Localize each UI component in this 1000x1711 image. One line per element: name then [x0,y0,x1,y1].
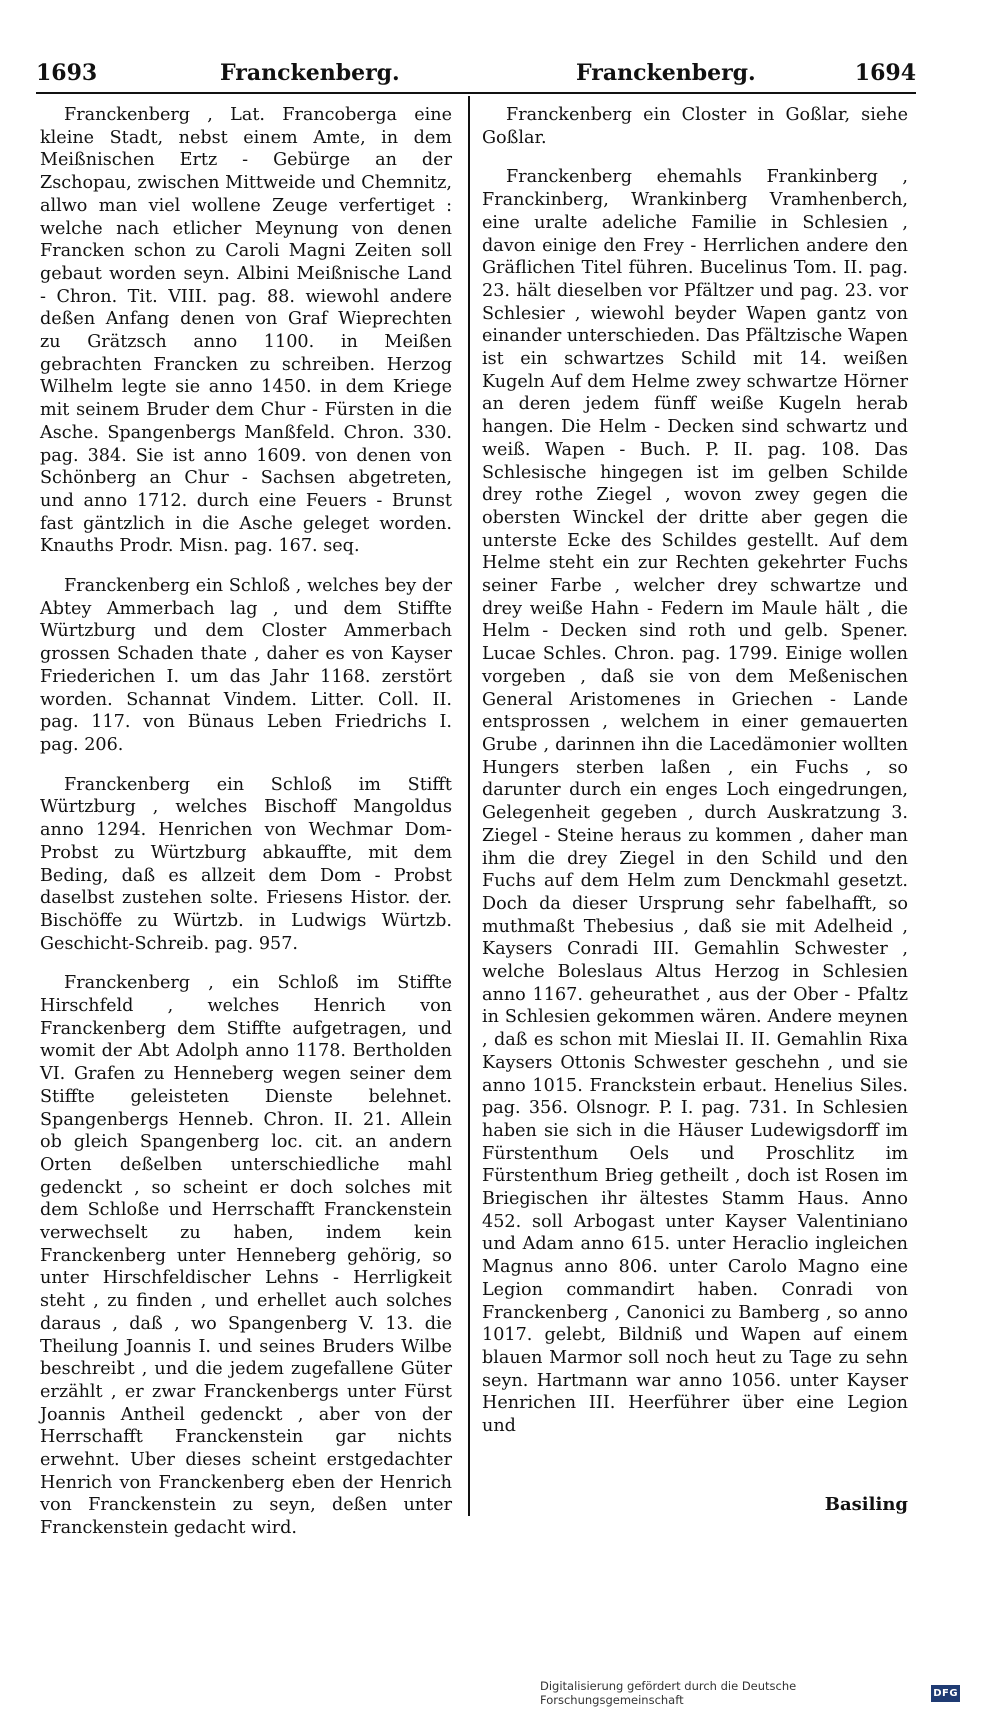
page-header [36,60,916,92]
header-rule [36,92,916,94]
entry-familie: Franckenberg ehemahls Frankinberg , Franckinberg, Wrankinberg Vramhenberch, eine uralte adeliche Familie in Schlesien , davon einige den Frey - Herrlichen andere den Gräflichen Titel führen. Bucelinus Tom. II. pag. 23. hält dieselben vor Pfältzer und pag. 23. vor Schlesier , wiewohl beyder Wapen gantz von einander unterschieden. Das Pfältzische Wapen ist ein schwartzes Schild mit 14. weißen Kugeln Auf dem Helme zwey schwartze Hörner an deren jedem fünff weiße Kugeln herab hangen. Die Helm - Decken sind schwartz und weiß. Wapen - Buch. P. II. pag. 108. Das Schlesische hingegen ist im gelben Schilde drey rothe Ziegel , wovon zwey gegen die obersten Winckel der dritte aber gegen die unterste Ecke des Schildes gestellt. Auf dem Helme steht ein zur Rechten gekehrter Fuchs seiner Farbe , welcher drey schwartze und drey weiße Hahn - Federn im Maule hält , die Helm - Decken sind roth und gelb. Spener. Lucae Schles. Chron. pag. 1799. Einige wollen vorgeben , daß sie von dem Meßenischen General Aristomenes in Griechen - Lande entsprossen , welchem in einer gemauerten Grube , darinnen ihn die Lacedämonier wollten Hungers sterben laßen , ein Fuchs , so darunter durch ein enges Loch eingedrungen, Gelegenheit gegeben , durch Auskratzung 3. Ziegel - Steine heraus zu kommen , daher man ihm die drey Ziegel in den Schild und den Fuchs auf dem Helm zum Denckmahl gesetzt. Doch da dieser Ursprung sehr fabelhafft, so muthmaßt Thebesius , daß sie mit Adelheid , Kaysers Conradi III. Gemahlin Schwester , welche Boleslaus Altus Herzog in Schlesien anno 1167. geheurathet , aus der Ober - Pfaltz in Schlesien gekommen wären. Andere meynen , daß es schon mit Mieslai II. II. Gemahlin Rixa Kaysers Ottonis Schwester geschehn , und sie anno 1015. Franckstein erbaut. Henelius Siles. pag. 356. Olsnogr. P. I. pag. 731. In Schlesien haben sie sich in die Häuser Ludewigsdorff im Fürstenthum Oels und Proschlitz im Fürstenthum Brieg getheilt , doch ist Rosen im Briegischen ihr ältestes Stamm Haus. Anno 452. soll Arbogast unter Kayser Valentiniano und Adam anno 615. unter Heraclio ingleichen Magnus anno 806. unter Carolo Magno eine Legion commandirt haben. Conradi von Franckenberg , Canonici zu Bamberg , so anno 1017. gelebt, Bildniß und Wapen auf einem blauen Marmor soll noch heut zu Tage zu sehn seyn. Hartmann war anno 1056. unter Kayser Henrichen III. Heerführer über eine Legion und [482,167,908,1437]
running-title-left: Franckenberg. [220,60,400,86]
footer-text: Digitalisierung gefördert durch die Deutsche Forschungsgemeinschaft [540,1679,797,1707]
page-number-left: 1693 [36,60,98,86]
entry-schloss-ammerbach: Franckenberg ein Schloß , welches bey der Abtey Ammerbach lag , und dem Stiffte Würtzburg und dem Closter Ammerbach grossen Schaden thate , daher es von Kayser Friederichen I. um das Jahr 1168. zerstört worden. Schannat Vindem. Litter. Coll. II. pag. 117. von Bünaus Leben Friedrichs I. pag. 206. [40,576,452,755]
running-title-right: Franckenberg. [576,60,756,86]
digitization-footer [540,1681,960,1705]
dfg-logo-icon: DFG [931,1685,960,1702]
entry-closter-gosslar: Franckenberg ein Closter in Goßlar, siehe Goßlar. [482,105,908,148]
left-column [40,104,452,1557]
catchword: Basiling [824,1494,908,1515]
column-divider [468,96,470,1516]
right-column [482,104,908,1455]
entry-stadt: Franckenberg , Lat. Francoberga eine kleine Stadt, nebst einem Amte, in dem Meißnischen Ertz - Gebürge an der Zschopau, zwischen Mittweide und Chemnitz, allwo man viel wollene Zeuge verfertiget : welche nach etlicher Meynung von denen Francken schon zu Caroli Magni Zeiten soll gebaut worden seyn. Albini Meißnische Land - Chron. Tit. VIII. pag. 88. wiewohl andere deßen Anfang denen von Graf Wieprechten zu Grätzsch anno 1100. in Meißen gebrachten Francken zu schreiben. Herzog Wilhelm legte sie anno 1450. in dem Kriege mit seinem Bruder dem Chur - Fürsten in die Asche. Spangenbergs Manßfeld. Chron. 330. pag. 384. Sie ist anno 1609. von denen von Schönberg an Chur - Sachsen abgetreten, und anno 1712. durch eine Feuers - Brunst fast gäntzlich in die Asche geleget worden. Knauths Prodr. Misn. pag. 167. seq. [40,105,452,557]
entry-schloss-wuertzburg: Franckenberg ein Schloß im Stifft Würtzburg , welches Bischoff Mangoldus anno 1294. Henrichen von Wechmar Dom-Probst zu Würtzburg abkauffte, mit dem Beding, daß es allzeit dem Dom - Probst daselbst zustehen solte. Friesens Histor. der. Bischöffe zu Würtzb. in Ludwigs Würtzb. Geschicht-Schreib. pag. 957. [40,774,452,954]
entry-schloss-hirschfeld: Franckenberg , ein Schloß im Stiffte Hirschfeld , welches Henrich von Franckenberg dem Stiffte aufgetragen, und womit der Abt Adolph anno 1178. Bertholden VI. Grafen zu Henneberg wegen seiner dem Stiffte geleisteten Dienste belehnet. Spangenbergs Henneb. Chron. II. 21. Allein ob gleich Spangenberg loc. cit. an andern Orten deßelben unterschiedliche mahl gedenckt , so scheint er doch solches mit dem Schloße und Herrschafft Franckenstein verwechselt zu haben, indem kein Franckenberg unter Henneberg gehörig, so unter Hirschfeldischer Lehns - Herrligkeit steht , zu finden , und erhellet auch solches daraus , daß , wo Spangenberg V. 13. die Theilung Joannis I. und seines Bruders Wilbe beschreibt , und die jedem zugefallene Güter erzählt , er zwar Franckenbergs unter Fürst Joannis Antheil gedenckt , aber von der Herrschafft Franckenstein gar nichts erwehnt. Uber dieses scheint erstgedachter Henrich von Franckenberg eben der Henrich von Franckenstein zu seyn, deßen unter Franckenstein gedacht wird. [40,973,452,1539]
page-number-right: 1694 [854,60,916,86]
